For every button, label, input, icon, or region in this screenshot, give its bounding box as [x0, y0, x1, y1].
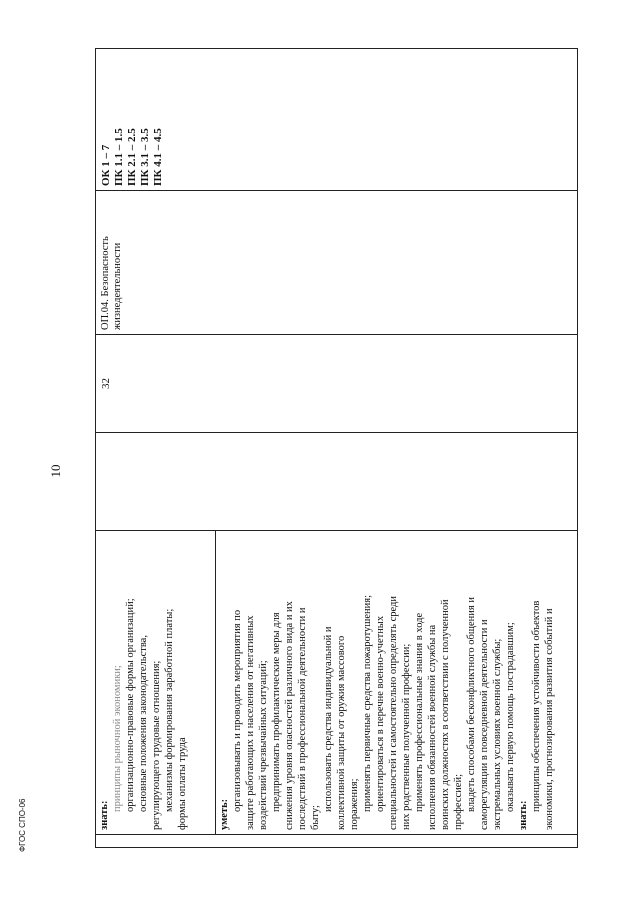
competency-code: ПК 2.1 – 2.5 [126, 128, 138, 186]
skill-line: владеть способами бесконфликтного общения и [466, 597, 477, 812]
skill-line: ориентироваться в перечне военно-учетных [375, 615, 386, 812]
know-item: механизмы формирования заработной платы; [164, 608, 175, 812]
competencies-column [96, 49, 577, 190]
know-item: основные положения законодательства, [138, 635, 149, 812]
discipline-column [96, 190, 577, 334]
skill-line: защите работающих и населения от негативных [245, 615, 256, 830]
skill-line: организовывать и проводить мероприятия по [232, 609, 243, 812]
skill-line: экстремальных условиях военной службы; [492, 638, 503, 830]
know2-line: экономики, прогнозирования развития событий и [544, 608, 555, 830]
requirements-column [96, 530, 577, 834]
skill-line: использовать средства индивидуальной и [323, 626, 334, 812]
skill-line: воинских должностях в соответствии с полученной [440, 599, 451, 830]
skill-line: снижения уровня опасностей различного вида и их [284, 601, 295, 830]
know-label: знать: [99, 800, 110, 830]
skill-line: последствий в профессиональной деятельности и [297, 607, 308, 830]
empty-column [96, 432, 577, 530]
skill-label: уметь: [219, 798, 230, 830]
competency-code: ОК 1 – 7 [100, 144, 112, 186]
know-item: формы оплаты труда [177, 737, 188, 830]
discipline-name: ОП.04. Безопасность жизнедеятельности [100, 236, 123, 330]
skill-line: поражения; [349, 778, 360, 830]
know2-line: принципы обеспечения устойчивости объектов [531, 600, 542, 812]
skill-line: них родственные полученной профессии; [401, 643, 412, 830]
know-item: принципы рыночной экономики; [112, 665, 123, 812]
skill-line: коллективной защиты от оружия массового [336, 635, 347, 830]
hours-value: 32 [100, 378, 112, 389]
know-item: организационно-правовые формы организаций; [125, 598, 136, 812]
knowledge-block [96, 531, 216, 834]
skill-line: саморегуляции в повседневной деятельности и [479, 619, 490, 830]
skill-line: оказывать первую помощь пострадавшим; [505, 622, 516, 812]
curriculum-table [95, 48, 578, 848]
skill-line: профессией; [453, 774, 464, 830]
skill-line: специальностей и самостоятельно определять среди [388, 596, 399, 830]
competency-code: ПК 4.1 – 4.5 [152, 128, 164, 186]
footer-code: ФГОС СПО-06 [18, 798, 27, 852]
competency-code: ПК 1.1 – 1.5 [113, 128, 125, 186]
skill-line: исполнения обязанностей военной службы на [427, 624, 438, 830]
skill-line: быту; [310, 805, 321, 830]
skill-line: воздействий чрезвычайных ситуаций; [258, 660, 269, 830]
skill-line: применять первичные средства пожаротушения; [362, 594, 373, 812]
know2-label: знать: [518, 800, 529, 830]
index-column [96, 834, 577, 847]
skill-line: применять профессиональные знания в ходе [414, 612, 425, 812]
hours-column [96, 334, 577, 432]
skill-line: предпринимать профилактические меры для [271, 612, 282, 812]
competency-code: ПК 3.1 – 3.5 [139, 128, 151, 186]
competencies-list [96, 49, 167, 190]
page-number: 10 [48, 464, 63, 478]
know-item: регулирующего трудовые отношения; [151, 660, 162, 830]
skills-block [216, 531, 577, 834]
